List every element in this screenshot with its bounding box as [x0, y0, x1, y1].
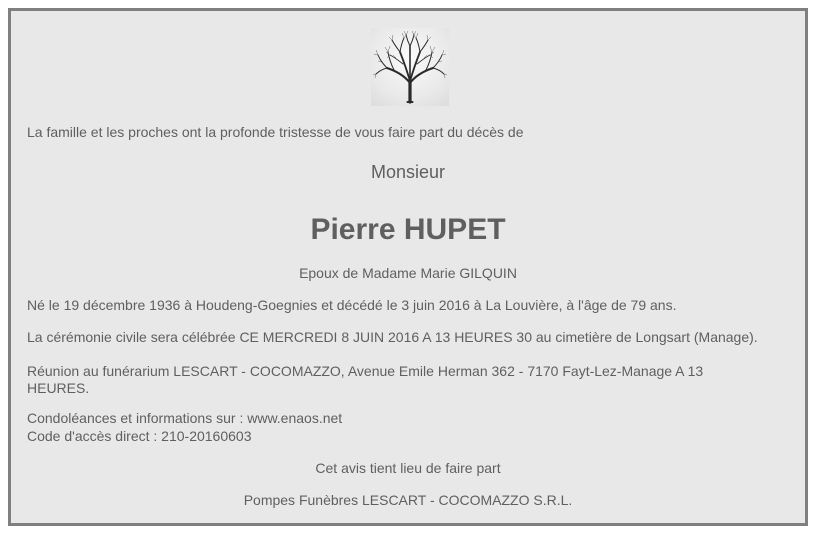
- notice-text: Cet avis tient lieu de faire part: [315, 460, 501, 476]
- salutation: Monsieur: [370, 162, 446, 182]
- reunion-line-2: HEURES.: [27, 380, 90, 396]
- obituary-card: [8, 8, 808, 526]
- deceased-name: Pierre HUPET: [310, 213, 506, 246]
- spouse-text: Epoux de Madame Marie GILQUIN: [299, 265, 517, 281]
- intro-text: La famille et les proches ont la profonde tristesse de vous faire part du décès de: [27, 124, 524, 140]
- ceremony-text: La cérémonie civile sera célébrée CE MERCREDI 8 JUIN 2016 A 13 HEURES 30 au cimetière de Longsart (Manage).: [27, 329, 758, 345]
- condolences-line: Condoléances et informations sur : www.enaos.net: [27, 410, 343, 426]
- reunion-line-1: Réunion au funérarium LESCART - COCOMAZZO, Avenue Emile Herman 362 - 7170 Fayt-Lez-Manage A 13: [27, 363, 704, 379]
- tree-icon: [371, 28, 449, 106]
- birth-death-text: Né le 19 décembre 1936 à Houdeng-Goegnies et décédé le 3 juin 2016 à La Louvière, à l'âge de 79 ans.: [27, 297, 677, 313]
- access-code-line: Code d'accès direct : 210-20160603: [27, 428, 252, 444]
- funeral-home-text: Pompes Funèbres LESCART - COCOMAZZO S.R.L.: [243, 492, 573, 508]
